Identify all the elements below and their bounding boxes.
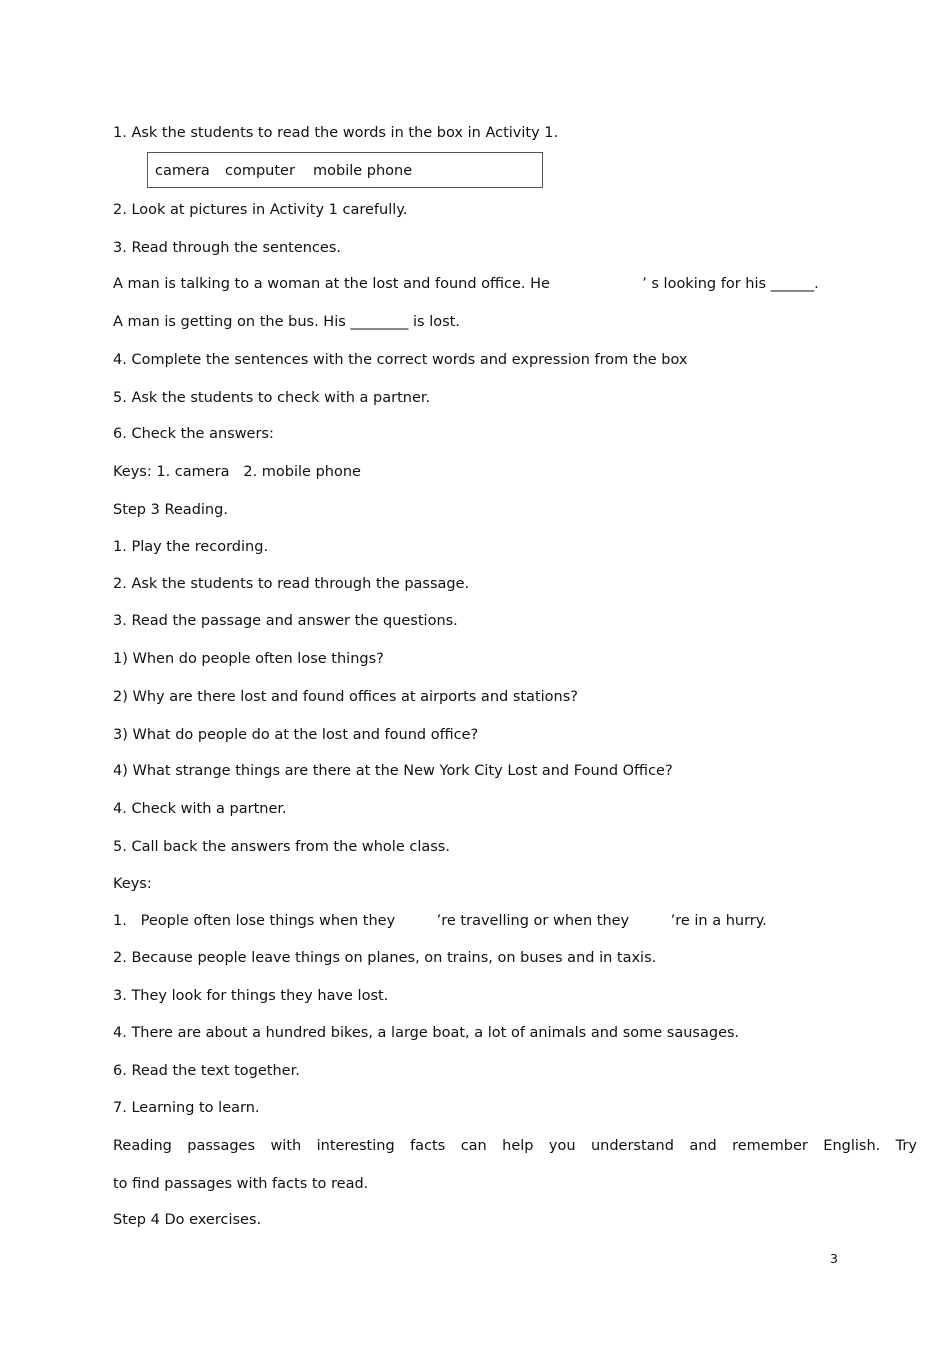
page-number: 3 <box>830 1251 838 1266</box>
answer-1: 1. People often lose things when they ’re travelling or when they ’re in a hurry. <box>113 913 767 929</box>
tip-word: with <box>270 1138 302 1154</box>
tip-word: help <box>502 1138 534 1154</box>
word-box-item-mobile-phone: mobile phone <box>313 163 413 179</box>
question-1: 1) When do people often lose things? <box>113 651 384 667</box>
reading-step-3: 3. Read the passage and answer the questions. <box>113 613 458 629</box>
step-4-heading: Step 4 Do exercises. <box>113 1212 262 1228</box>
instruction-3: 3. Read through the sentences. <box>113 240 341 256</box>
reading-step-1: 1. Play the recording. <box>113 539 269 555</box>
tip-word: Reading <box>113 1138 172 1154</box>
reading-step-6: 6. Read the text together. <box>113 1063 300 1079</box>
word-box-item-camera: camera <box>155 163 210 179</box>
instruction-1: 1. Ask the students to read the words in the box in Activity 1. <box>113 125 559 141</box>
answer-2: 2. Because people leave things on planes, on trains, on buses and in taxis. <box>113 950 657 966</box>
reading-step-4: 4. Check with a partner. <box>113 801 287 817</box>
tip-word: facts <box>410 1138 446 1154</box>
keys-activity-1: Keys: 1. camera 2. mobile phone <box>113 464 361 480</box>
instruction-6: 6. Check the answers: <box>113 426 274 442</box>
word-box <box>147 152 543 188</box>
tip-word: interesting <box>316 1138 395 1154</box>
learning-tip-line-1 <box>113 1137 917 1155</box>
tip-word: English. <box>823 1138 881 1154</box>
reading-step-5: 5. Call back the answers from the whole class. <box>113 839 450 855</box>
tip-word: and <box>689 1138 717 1154</box>
answer-4: 4. There are about a hundred bikes, a large boat, a lot of animals and some sausages. <box>113 1025 740 1041</box>
tip-word: can <box>460 1138 487 1154</box>
tip-word: you <box>548 1138 576 1154</box>
tip-word: remember <box>732 1138 808 1154</box>
word-box-item-computer: computer <box>225 163 295 179</box>
answer-3: 3. They look for things they have lost. <box>113 988 389 1004</box>
question-4: 4) What strange things are there at the New York City Lost and Found Office? <box>113 763 673 779</box>
instruction-4: 4. Complete the sentences with the correct words and expression from the box <box>113 352 688 368</box>
tip-word: passages <box>187 1138 256 1154</box>
step-3-heading: Step 3 Reading. <box>113 502 228 518</box>
instruction-2: 2. Look at pictures in Activity 1 carefully. <box>113 202 408 218</box>
sentence-1: A man is talking to a woman at the lost and found office. He ’ s looking for his ______. <box>113 276 819 292</box>
sentence-2: A man is getting on the bus. His ________ is lost. <box>113 314 460 330</box>
keys-heading: Keys: <box>113 876 152 892</box>
instruction-5: 5. Ask the students to check with a partner. <box>113 390 431 406</box>
question-2: 2) Why are there lost and found offices at airports and stations? <box>113 689 578 705</box>
reading-step-7: 7. Learning to learn. <box>113 1100 260 1116</box>
question-3: 3) What do people do at the lost and found office? <box>113 727 479 743</box>
tip-word: understand <box>590 1138 674 1154</box>
learning-tip-line-2: to find passages with facts to read. <box>113 1176 369 1192</box>
reading-step-2: 2. Ask the students to read through the passage. <box>113 576 470 592</box>
tip-word: Try <box>895 1138 917 1154</box>
